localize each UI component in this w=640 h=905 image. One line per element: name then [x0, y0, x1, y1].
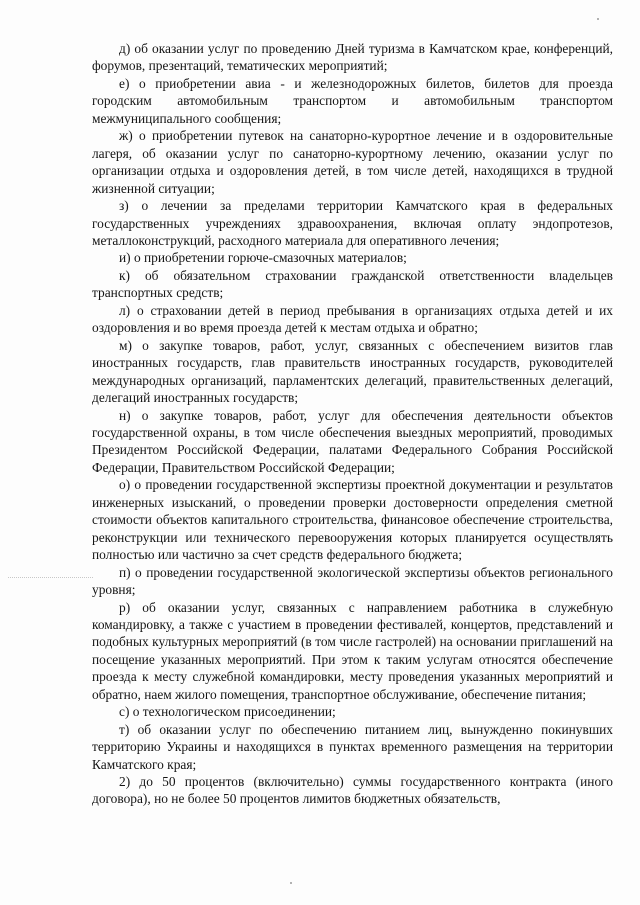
paragraph-r: р) об оказании услуг, связанных с направлением работника в служебную командировку, а также с участием в проведении фестивалей, концертов, представлений и подобных культурных мероприятий (в том числе гастролей) на основании приглашений на посещение указанных мероприятий. При этом к таким услугам относятся обеспечение проезда к месту служебной командировки, месту проведения указанных мероприятий и обратно, наем жилого помещения, транспортное обслуживание, обеспечение питания;: [92, 599, 613, 702]
paragraph-2: 2) до 50 процентов (включительно) суммы государственного контракта (иного договора), но не более 50 процентов лимитов бюджетных обязательств,: [92, 774, 613, 807]
paragraph-n: н) о закупке товаров, работ, услуг для обеспечения деятельности объектов государственной охраны, в том числе обеспечения выездных мероприятий, проводимых Президентом Российской Федерации, палатами Федерального Собрания Российской Федерации, Правительством Российской Федерации;: [92, 407, 613, 475]
paragraph-p: п) о проведении государственной экологической экспертизы объектов регионального уровня;: [92, 564, 613, 598]
paragraph-e: е) о приобретении авиа - и железнодорожных билетов, билетов для проезда городским автомобильным транспортом и автомобильным транспортом межмуниципального сообщения;: [92, 75, 613, 126]
paragraph-i: и) о приобретении горюче-смазочных материалов;: [119, 250, 407, 266]
paragraph-z: з) о лечении за пределами территории Камчатского края в федеральных государственных учреждениях здравоохранения, включая оплату эндопротезов, металлоконструкций, расходного материала для оперативного лечения;: [92, 198, 613, 248]
paragraph-s: с) о технологическом присоединении;: [119, 704, 336, 720]
paragraph-l: л) о страховании детей в период пребывания в организациях отдыха детей и их оздоровления и во время проезда детей к местам отдыха и обратно;: [92, 302, 613, 336]
paragraph-t: т) об оказании услуг по обеспечению питанием лиц, вынужденно покинувших территорию Украины и находящихся в пунктах временного размещения на территории Камчатского края;: [92, 721, 613, 772]
paragraph-zh: ж) о приобретении путевок на санаторно-курортное лечение и в оздоровительные лагеря, об оказании услуг по санаторно-курортному лечению, оказании услуг по организации отдыха и оздоровления детей, в том числе детей, находящихся в трудной жизненной ситуации;: [92, 128, 613, 196]
paragraph-k: к) об обязательном страховании гражданской ответственности владельцев транспортных средств;: [92, 267, 613, 301]
paragraph-m: м) о закупке товаров, работ, услуг, связанных с обеспечением визитов глав иностранных государств, глав правительств иностранных государств, руководителей международных организаций, парламентских делегаций, правительственных делегаций, делегаций иностранных государств;: [92, 337, 613, 406]
scan-speck: [597, 18, 599, 20]
paragraph-d: д) об оказании услуг по проведению Дней туризма в Камчатском крае, конференций, форумов, презентаций, тематических мероприятий;: [92, 41, 613, 74]
paragraph-o: о) о проведении государственной экспертизы проектной документации и результатов инженерных изысканий, о проведении проверки достоверности определения сметной стоимости объектов капитального строительства, финансовое обеспечение строительства, реконструкции или технического перевооружения которых планируется осуществлять полностью или частично за счет средств федерального бюджета;: [92, 477, 613, 563]
document-body: [92, 40, 613, 808]
scan-speck: [290, 882, 292, 884]
scan-artifact-line: [8, 577, 93, 578]
